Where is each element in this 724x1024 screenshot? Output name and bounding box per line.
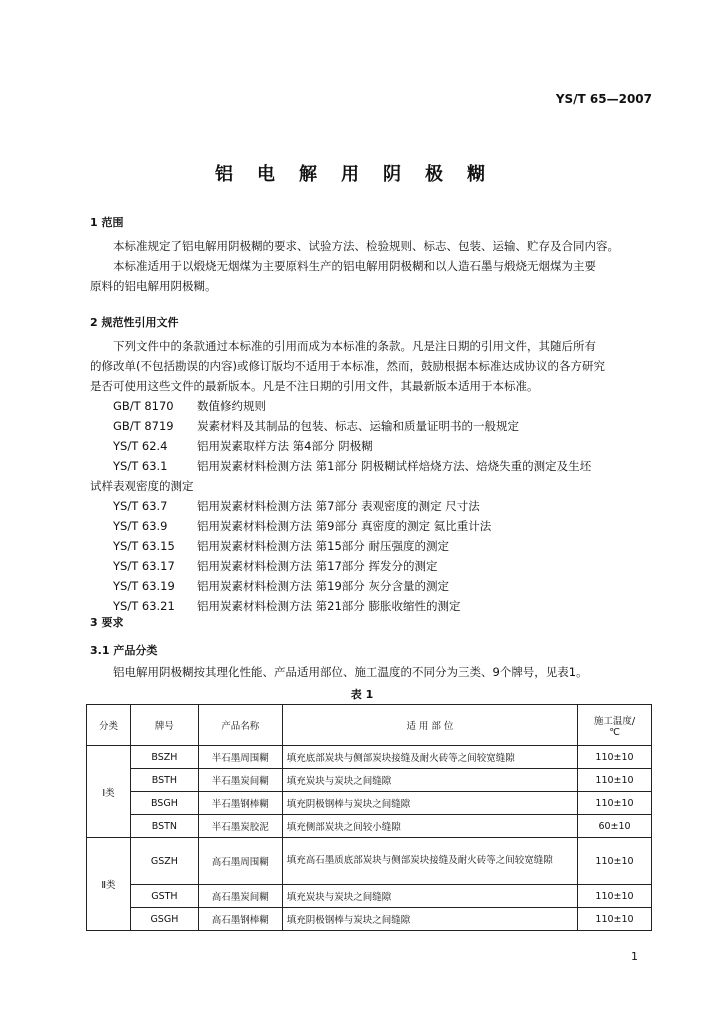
category-cell: Ⅱ类	[87, 838, 131, 931]
reference-code: YS/T 63.21	[113, 599, 175, 613]
header-temp-line1: 施工温度/	[593, 715, 636, 727]
table-row	[87, 746, 652, 769]
reference-item	[90, 496, 660, 516]
temp-cell: 110±10	[578, 908, 652, 931]
grade-cell: BSTN	[130, 815, 198, 838]
header-temp	[578, 705, 652, 746]
reference-title: 铝用炭素材料检测方法 第15部分 耐压强度的测定	[197, 539, 449, 553]
table-row	[87, 792, 652, 815]
grade-cell: GSGH	[130, 908, 198, 931]
section-2-para-c: 是否可使用这些文件的最新版本。凡是不注日期的引用文件，其最新版本适用于本标准。	[90, 379, 539, 393]
reference-title: 试样表观密度的测定	[90, 479, 194, 493]
section-1-body	[90, 236, 650, 296]
reference-item	[90, 516, 660, 536]
header-category: 分类	[87, 705, 131, 746]
usage-cell: 填充阴极钢棒与炭块之间缝隙	[282, 908, 577, 931]
document-title: 铝电解用阴极糊	[215, 164, 509, 185]
reference-item	[90, 436, 660, 456]
name-cell: 高石墨钢棒糊	[198, 908, 282, 931]
reference-title: 铝用炭素材料检测方法 第9部分 真密度的测定 氦比重计法	[197, 519, 492, 533]
grade-cell: GSTH	[130, 885, 198, 908]
reference-code: GB/T 8719	[113, 419, 174, 433]
section-2-para-a: 下列文件中的条款通过本标准的引用而成为本标准的条款。凡是注日期的引用文件，其随后所有	[113, 339, 596, 353]
grade-cell: BSGH	[130, 792, 198, 815]
reference-title: 数值修约规则	[197, 399, 266, 413]
section-2-body	[90, 336, 650, 396]
reference-item	[90, 576, 660, 596]
table-row	[87, 885, 652, 908]
reference-title: 铝用炭素材料检测方法 第21部分 膨胀收缩性的测定	[197, 599, 461, 613]
reference-title: 铝用炭素材料检测方法 第1部分 阴极糊试样焙烧方法、焙烧失重的测定及生坯	[197, 459, 592, 473]
grade-cell: BSZH	[130, 746, 198, 769]
table-header-row	[87, 705, 652, 746]
reference-item	[90, 596, 660, 616]
table-caption: 表 1	[350, 688, 374, 701]
reference-code: YS/T 63.7	[113, 499, 168, 513]
reference-title: 铝用炭素材料检测方法 第17部分 挥发分的测定	[197, 559, 438, 573]
section-3-1-para: 铝电解用阴极糊按其理化性能、产品适用部位、施工温度的不同分为三类、9个牌号，见表1。	[113, 665, 588, 679]
reference-code: YS/T 63.15	[113, 539, 175, 553]
reference-code: YS/T 63.17	[113, 559, 175, 573]
temp-cell: 110±10	[578, 792, 652, 815]
reference-item	[90, 396, 660, 416]
table-row	[87, 769, 652, 792]
document-code: YS/T 65—2007	[555, 92, 652, 106]
header-grade: 牌号	[130, 705, 198, 746]
section-1-para-2b: 原料的铝电解用阴极糊。	[90, 279, 217, 293]
name-cell: 半石墨钢棒糊	[198, 792, 282, 815]
usage-cell: 填充炭块与炭块之间缝隙	[282, 769, 577, 792]
category-cell: Ⅰ类	[87, 746, 131, 838]
reference-code: YS/T 62.4	[113, 439, 168, 453]
temp-cell: 110±10	[578, 769, 652, 792]
name-cell: 半石墨周围糊	[198, 746, 282, 769]
temp-cell: 110±10	[578, 885, 652, 908]
reference-item	[90, 456, 660, 476]
reference-title: 铝用炭素材料检测方法 第19部分 灰分含量的测定	[197, 579, 449, 593]
section-1-para-1: 本标准规定了铝电解用阴极糊的要求、试验方法、检验规则、标志、包装、运输、贮存及合同内容。	[113, 239, 619, 253]
temp-cell: 110±10	[578, 838, 652, 885]
reference-code: YS/T 63.1	[113, 459, 168, 473]
header-usage: 适 用 部 位	[282, 705, 577, 746]
reference-title: 铝用炭素取样方法 第4部分 阴极糊	[197, 439, 373, 453]
table-row	[87, 838, 652, 885]
name-cell: 半石墨炭间糊	[198, 769, 282, 792]
page-number: 1	[631, 950, 638, 963]
header-temp-line2: ℃	[609, 726, 620, 738]
usage-cell: 填充侧部炭块之间较小缝隙	[282, 815, 577, 838]
reference-code: YS/T 63.9	[113, 519, 168, 533]
section-1-para-2a: 本标准适用于以煅烧无烟煤为主要原料生产的铝电解用阴极糊和以人造石墨与煅烧无烟煤为主要	[113, 259, 596, 273]
usage-cell: 填充炭块与炭块之间缝隙	[282, 885, 577, 908]
reference-item	[90, 536, 660, 556]
reference-code: GB/T 8170	[113, 399, 174, 413]
reference-item	[90, 556, 660, 576]
usage-cell: 填充高石墨质底部炭块与侧部炭块接缝及耐火砖等之间较宽缝隙	[282, 838, 577, 885]
table-row	[87, 815, 652, 838]
section-3-heading: 3 要求	[90, 616, 124, 629]
grade-cell: BSTH	[130, 769, 198, 792]
temp-cell: 60±10	[578, 815, 652, 838]
header-name: 产品名称	[198, 705, 282, 746]
section-3-1-heading: 3.1 产品分类	[90, 644, 158, 657]
name-cell: 半石墨炭胶泥	[198, 815, 282, 838]
reference-title: 炭素材料及其制品的包装、标志、运输和质量证明书的一般规定	[197, 419, 519, 433]
table-row	[87, 908, 652, 931]
temp-cell: 110±10	[578, 746, 652, 769]
name-cell: 高石墨周围糊	[198, 838, 282, 885]
section-2-heading: 2 规范性引用文件	[90, 316, 179, 329]
section-2-para-b: 的修改单(不包括勘误的内容)或修订版均不适用于本标准，然而，鼓励根据本标准达成协议的各方研究	[90, 359, 605, 373]
grade-cell: GSZH	[130, 838, 198, 885]
product-classification-table	[86, 704, 652, 931]
usage-cell: 填充阴极钢棒与炭块之间缝隙	[282, 792, 577, 815]
reference-title: 铝用炭素材料检测方法 第7部分 表观密度的测定 尺寸法	[197, 499, 480, 513]
section-1-heading: 1 范围	[90, 216, 124, 229]
reference-item	[90, 416, 660, 436]
reference-item-continuation	[90, 476, 660, 496]
reference-code: YS/T 63.19	[113, 579, 175, 593]
name-cell: 高石墨炭间糊	[198, 885, 282, 908]
usage-cell: 填充底部炭块与侧部炭块接缝及耐火砖等之间较宽缝隙	[282, 746, 577, 769]
reference-list	[90, 396, 660, 616]
